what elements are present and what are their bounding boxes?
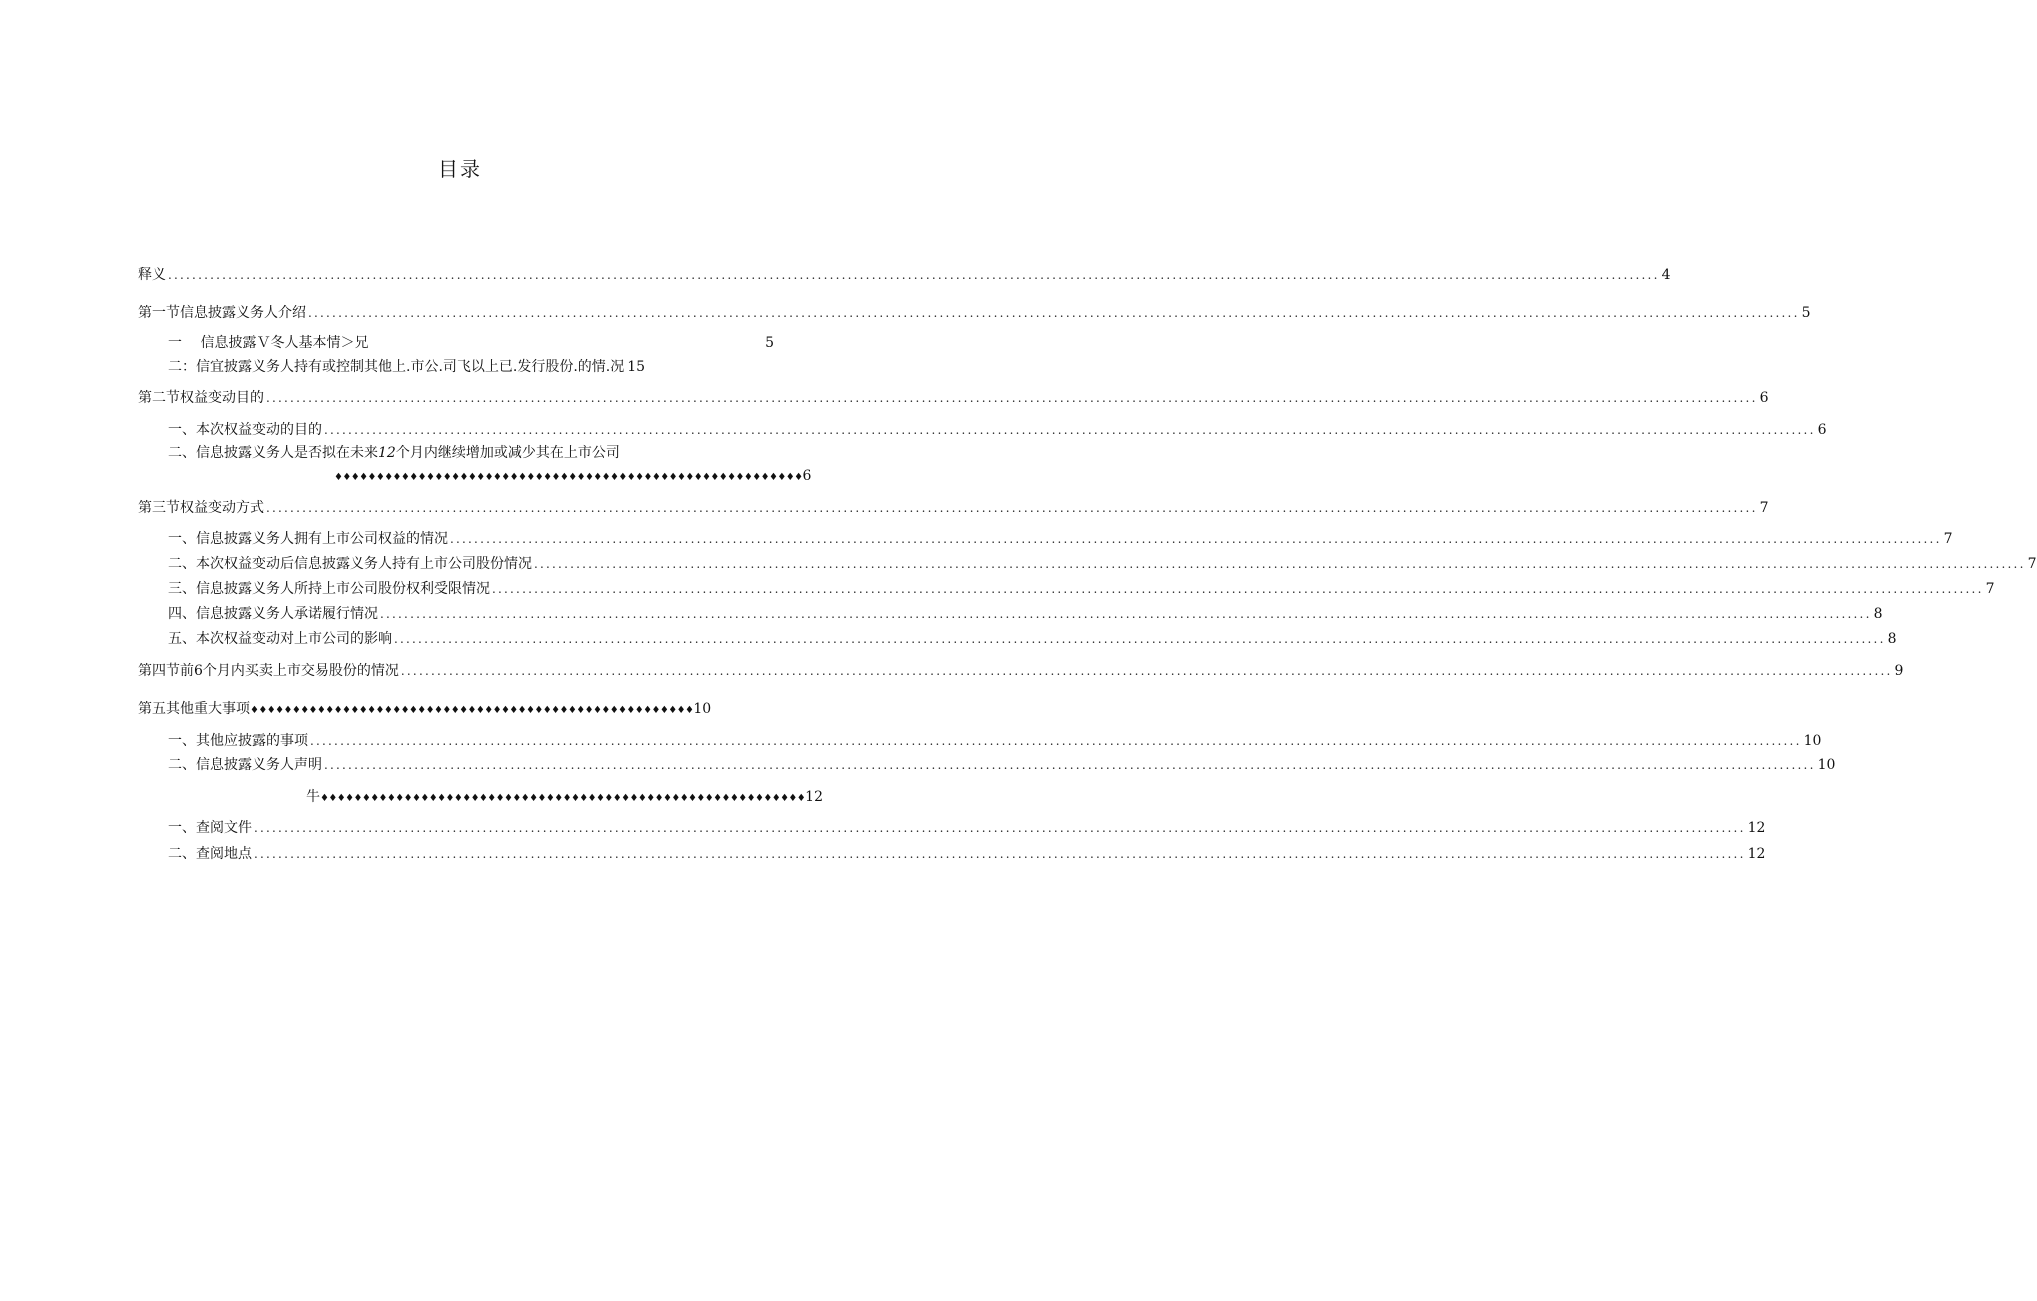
dot-leader [266, 499, 1758, 517]
toc-page-number: 9 [1894, 663, 1904, 679]
dot-leader [324, 756, 1816, 774]
toc-entry-section-2-2[interactable] [168, 444, 778, 462]
toc-entry-section-6-2[interactable] [168, 845, 1766, 863]
toc-label: 一、查阅文件 [168, 820, 252, 836]
dot-leader [394, 630, 1886, 648]
toc-label: 二、本次权益变动后信息披露义务人持有上市公司股份情况 [168, 556, 532, 572]
toc-entry-section-5-1[interactable] [168, 732, 1822, 750]
toc-page-number: 15 [627, 359, 646, 375]
toc-label: 一 信息披露Ｖ冬人基本情＞兄 [168, 335, 369, 351]
toc-label: 二：信宜披露义务人持有或控制其他上.市公.司飞以上已.发行股份.的情.况 [168, 359, 625, 375]
toc-entry-section-3-1[interactable] [168, 530, 1953, 548]
toc-label: 第二节权益变动目的 [138, 390, 264, 406]
toc-entry-shiyi[interactable] [138, 266, 1671, 284]
toc-page-number: 6 [1759, 390, 1769, 406]
toc-entry-section-5[interactable] [138, 700, 718, 718]
dot-leader [324, 421, 1816, 439]
toc-entry-section-3-4[interactable] [168, 605, 1883, 623]
toc-label: 五、本次权益变动对上市公司的影响 [168, 631, 392, 647]
dot-leader [254, 819, 1746, 837]
toc-page-number: 7 [2027, 556, 2037, 572]
toc-label: 第四节前6个月内买卖上市交易股份的情况 [138, 663, 399, 679]
toc-entry-section-2[interactable] [138, 389, 1769, 407]
toc-page-number: 10 [693, 701, 712, 717]
toc-label: 二、信息披露义务人声明 [168, 757, 322, 773]
toc-entry-section-2-1[interactable] [168, 421, 1827, 439]
diamond-leader: ♦♦♦♦♦♦♦♦♦♦♦♦♦♦♦♦♦♦♦♦♦♦♦♦♦♦♦♦♦♦♦♦♦♦♦♦♦♦♦♦♦♦♦♦♦♦♦♦♦♦♦♦♦ [250, 705, 694, 716]
toc-page-number: 4 [1661, 267, 1671, 283]
toc-page-number: 6 [1817, 422, 1827, 438]
toc-label: 二、查阅地点 [168, 846, 252, 862]
toc-page-number: 7 [1943, 531, 1953, 547]
dot-leader [266, 389, 1758, 407]
dot-leader [534, 555, 2026, 573]
toc-page-number: 5 [765, 335, 774, 351]
toc-page-number: 7 [1985, 581, 1995, 597]
toc-label: 第五其他重大事项 [138, 701, 250, 717]
dot-leader [310, 732, 1802, 750]
toc-page-number: 7 [1759, 500, 1769, 516]
diamond-leader: ♦♦♦♦♦♦♦♦♦♦♦♦♦♦♦♦♦♦♦♦♦♦♦♦♦♦♦♦♦♦♦♦♦♦♦♦♦♦♦♦♦♦♦♦♦♦♦♦♦♦♦♦♦♦♦♦ [334, 472, 803, 483]
dot-leader [254, 845, 1746, 863]
toc-label: 第三节权益变动方式 [138, 500, 264, 516]
toc-label: 二、信息披露义务人是否拟在未来12个月内继续增加或减少其在上市公司 [168, 445, 620, 461]
toc-label: 四、信息披露义务人承诺履行情况 [168, 606, 378, 622]
dot-leader [380, 605, 1872, 623]
toc-entry-section-5-2[interactable] [168, 756, 1836, 774]
diamond-leader: ♦♦♦♦♦♦♦♦♦♦♦♦♦♦♦♦♦♦♦♦♦♦♦♦♦♦♦♦♦♦♦♦♦♦♦♦♦♦♦♦♦♦♦♦♦♦♦♦♦♦♦♦♦♦♦♦♦♦ [320, 793, 806, 804]
toc-entry-section-1-1[interactable] [168, 334, 778, 352]
toc-entry-section-1[interactable] [138, 304, 1811, 322]
toc-entry-section-6[interactable] [306, 788, 823, 806]
toc-page-number: 6 [802, 468, 812, 484]
toc-entry-section-4[interactable] [138, 662, 1904, 680]
toc-label: 一、其他应披露的事项 [168, 733, 308, 749]
toc-page-number: 8 [1887, 631, 1897, 647]
toc-page-number: 8 [1873, 606, 1883, 622]
toc-label: 牛 [306, 789, 320, 805]
toc-entry-section-3-3[interactable] [168, 580, 1995, 598]
toc-entry-section-3-2[interactable] [168, 555, 2037, 573]
page-title: 目录 [438, 157, 482, 181]
toc-label: 一、本次权益变动的目的 [168, 422, 322, 438]
toc-label: 三、信息披露义务人所持上市公司股份权利受限情况 [168, 581, 490, 597]
toc-page-number: 12 [1747, 846, 1766, 862]
toc-page-number: 5 [1801, 305, 1811, 321]
dot-leader [492, 580, 1984, 598]
toc-label: 第一节信息披露义务人介绍 [138, 305, 306, 321]
toc-label: 一、信息披露义务人拥有上市公司权益的情况 [168, 531, 448, 547]
dot-leader [401, 662, 1893, 680]
toc-page-number: 12 [805, 789, 823, 805]
toc-entry-section-3[interactable] [138, 499, 1769, 517]
toc-page-number: 12 [1747, 820, 1766, 836]
dot-leader [308, 304, 1800, 322]
toc-entry-section-6-1[interactable] [168, 819, 1766, 837]
toc-entry-section-2-2-leader[interactable] [334, 467, 812, 485]
toc-entry-section-1-2[interactable] [168, 358, 768, 376]
dot-leader [450, 530, 1942, 548]
toc-page-number: 10 [1817, 757, 1836, 773]
toc-label: 释义 [138, 267, 166, 283]
toc-page-number: 10 [1803, 733, 1822, 749]
toc-entry-section-3-5[interactable] [168, 630, 1897, 648]
dot-leader [168, 266, 1660, 284]
